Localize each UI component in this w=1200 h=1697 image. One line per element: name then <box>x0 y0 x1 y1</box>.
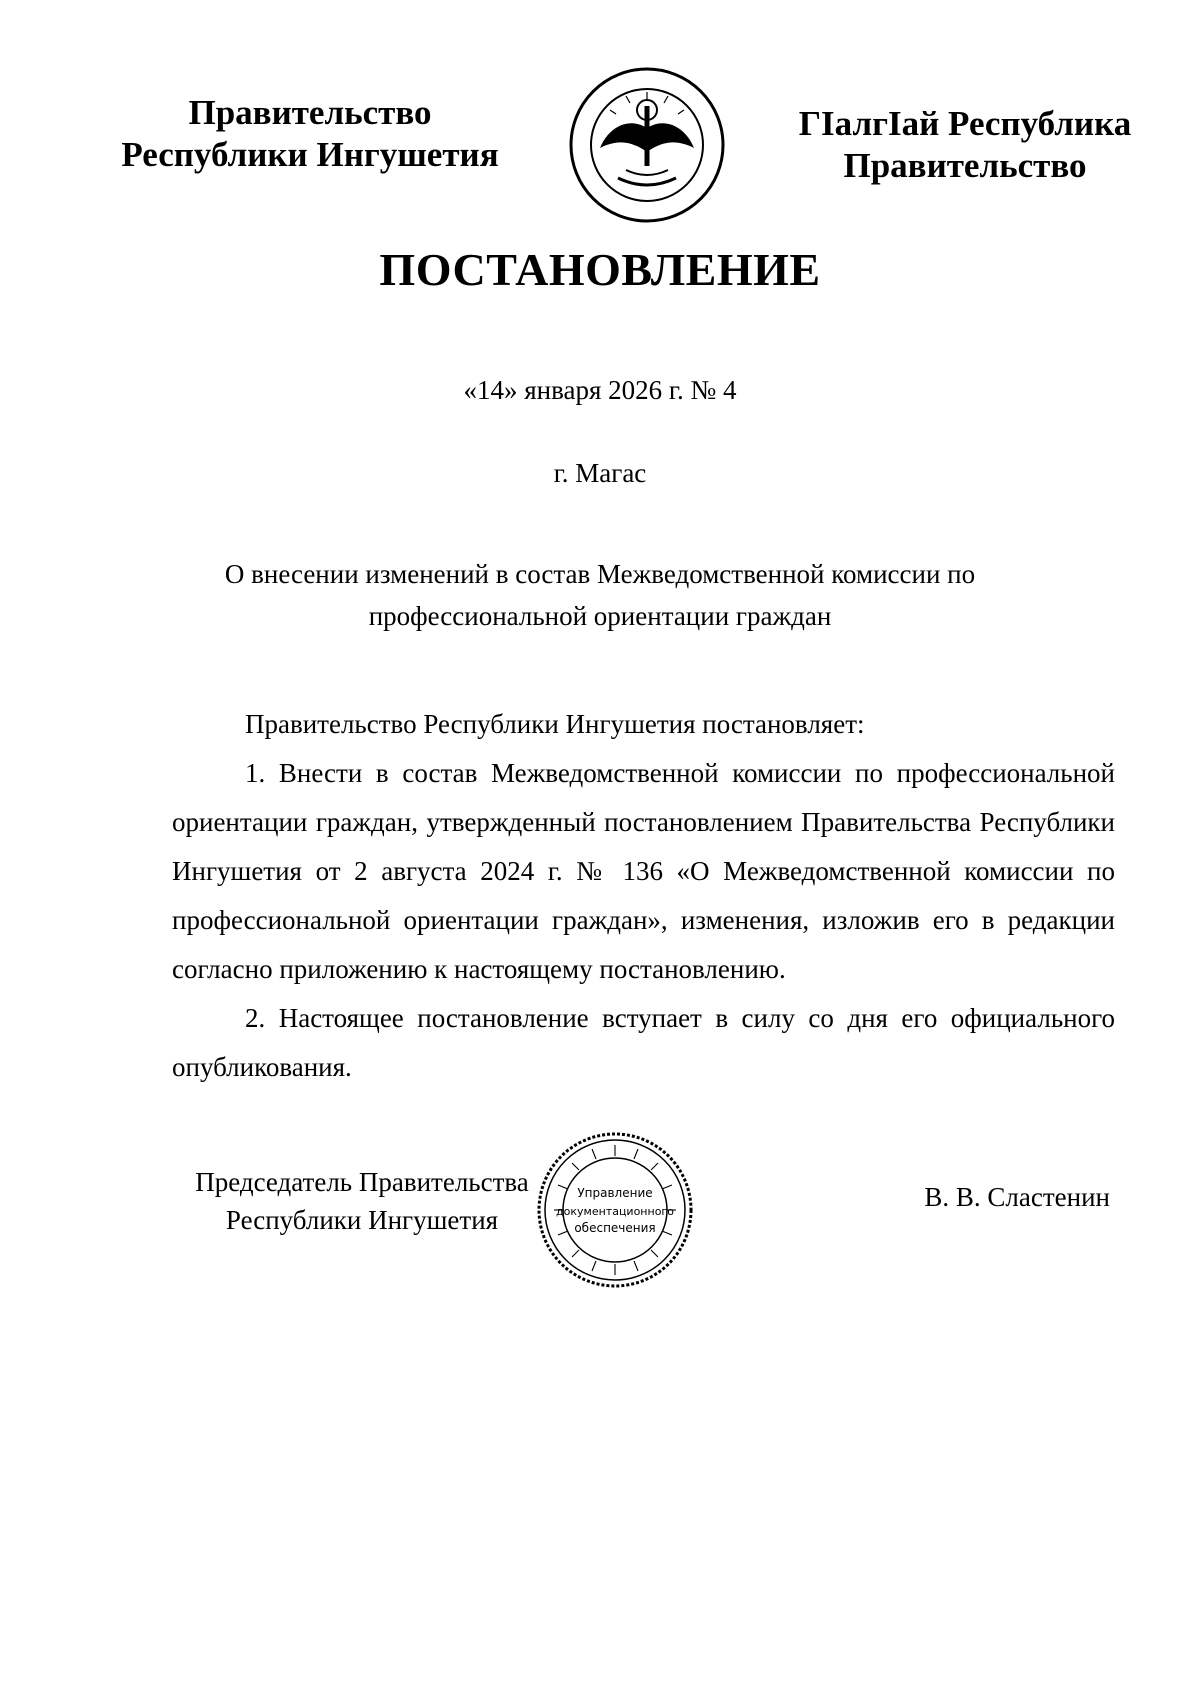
republic-emblem-icon <box>568 66 726 224</box>
stamp-line-3: обеспечения <box>574 1221 656 1235</box>
subject-line-1: О внесении изменений в состав Межведомственной комиссии по <box>224 559 976 589</box>
subject-line-2: профессиональной ориентации граждан <box>368 601 832 631</box>
document-title: ПОСТАНОВЛЕНИЕ <box>379 244 821 295</box>
body-preamble: Правительство Республики Ингушетия постановляет: <box>245 709 865 739</box>
header-left-line-2: Республики Ингушетия <box>121 135 499 174</box>
document-subject <box>200 553 1000 637</box>
header-right-line-1: ГIалгIай Республика <box>798 104 1132 143</box>
signatory-name: В. В. Сластенин <box>924 1182 1110 1212</box>
stamp-line-1: Управление <box>577 1186 653 1200</box>
header-right-line-2: Правительство <box>843 146 1087 185</box>
header-left-line-1: Правительство <box>188 93 432 132</box>
date-number-line: «14» января 2026 г. № 4 <box>463 375 737 405</box>
stamp-line-2: документационного <box>556 1205 674 1218</box>
header-right <box>770 103 1160 187</box>
header-left <box>100 92 520 176</box>
signatory-position-line-2: Республики Ингушетия <box>225 1205 499 1235</box>
signatory-position-line-1: Председатель Правительства <box>195 1167 529 1197</box>
city-line: г. Магас <box>553 458 647 488</box>
body-item-1: 1. Внести в состав Межведомственной комиссии по профессиональной ориентации граждан, утвержденный постановлением Правительства Республики Ингушетия от 2 августа 2024 г. № 136 «О Межведомственной комиссии по профессиональной ориентации граждан», изменения, изложив его в редакции согласно приложению к настоящему постановлению. <box>172 758 1115 984</box>
document-body <box>172 700 1115 1092</box>
body-item-2: 2. Настоящее постановление вступает в силу со дня его официального опубликования. <box>172 1003 1115 1082</box>
signatory-position <box>162 1163 562 1239</box>
office-stamp-icon <box>530 1125 700 1295</box>
